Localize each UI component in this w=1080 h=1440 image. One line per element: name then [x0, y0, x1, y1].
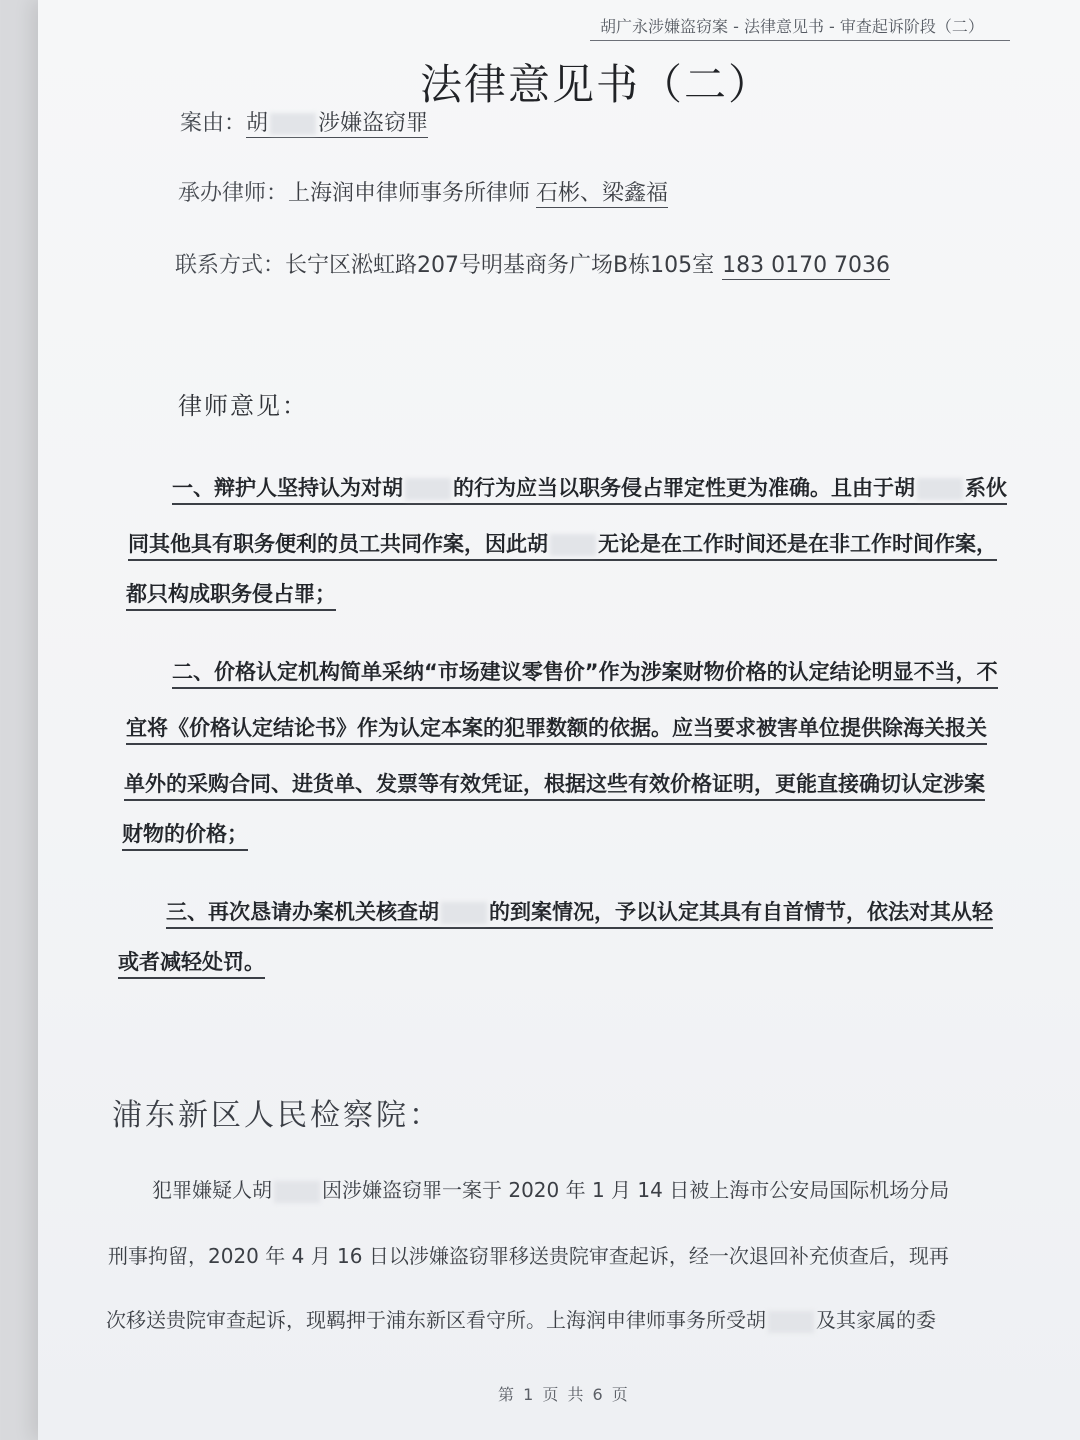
opinion-3-line-1 [166, 896, 993, 926]
opinion-1-text-a: 一、辩护人坚持认为对胡 [172, 476, 403, 500]
letter-text-a: 犯罪嫌疑人胡 [152, 1178, 272, 1202]
case-label: 案由： [180, 111, 247, 136]
letter-text-b: 因涉嫌盗窃罪一案于 2020 年 1 月 14 日被上海市公安局国际机场分局 [322, 1178, 950, 1202]
lawyer-line [178, 176, 668, 207]
document-title: 法律意见书（二） [420, 60, 773, 109]
opinion-2-line-2 [126, 712, 987, 742]
contact-line [175, 248, 890, 279]
opinion-1-text-f: 都只构成职务侵占罪； [126, 582, 336, 611]
recipient-heading: 浦东新区人民检察院： [112, 1098, 442, 1133]
opinion-2-line-1 [172, 656, 998, 686]
case-line [180, 106, 428, 137]
case-name [246, 111, 428, 138]
opinion-2-text-d: 财物的价格； [122, 822, 248, 851]
redacted-name [550, 534, 596, 556]
letter-text-d: 次移送贵院审查起诉，现羁押于浦东新区看守所。上海润申律师事务所受胡 [106, 1308, 766, 1332]
redacted-name [270, 113, 316, 135]
opinion-1-text-b: 的行为应当以职务侵占罪定性更为准确。且由于胡 [453, 476, 915, 500]
redacted-name [441, 902, 487, 924]
opinion-2-text-a: 二、价格认定机构简单采纳“市场建议零售价”作为涉案财物价格的认定结论明显不当，不 [172, 660, 998, 689]
opinion-1-text-c: 系伙 [965, 476, 1007, 500]
redacted-name [917, 478, 963, 500]
header-divider [590, 40, 1010, 41]
letter-line-2 [108, 1240, 949, 1269]
opinion-1-text-e: 无论是在工作时间还是在非工作时间作案， [598, 532, 997, 556]
opinion-3-line-2 [118, 946, 265, 976]
opinion-2-line-4 [122, 818, 248, 848]
opinion-3-text-c: 或者减轻处罚。 [118, 950, 265, 979]
contact-address: 长宁区淞虹路207号明基商务广场B栋105室 [285, 253, 715, 278]
letter-line-3 [106, 1304, 936, 1333]
case-name-prefix: 胡 [246, 111, 269, 136]
lawyer-firm: 上海润申律师事务所律师 [288, 181, 531, 206]
opinion-1-text-d: 同其他具有职务便利的员工共同作案，因此胡 [128, 532, 548, 556]
opinion-3-text-b: 的到案情况，予以认定其具有自首情节，依法对其从轻 [489, 900, 993, 924]
running-header: 胡广永涉嫌盗窃案 - 法律意见书 - 审查起诉阶段（二） [600, 17, 984, 36]
opinion-2-text-c: 单外的采购合同、进货单、发票等有效凭证，根据这些有效价格证明，更能直接确切认定涉案 [124, 772, 985, 801]
letter-text-e: 及其家属的委 [816, 1308, 936, 1332]
case-name-suffix: 涉嫌盗窃罪 [318, 111, 429, 136]
opinion-2-text-b: 宜将《价格认定结论书》作为认定本案的犯罪数额的依据。应当要求被害单位提供除海关报关 [126, 716, 987, 745]
opinion-heading: 律师意见： [178, 392, 308, 420]
lawyer-names: 石彬、梁鑫福 [536, 181, 669, 206]
letter-line-1 [152, 1174, 949, 1203]
letter-text-c: 刑事拘留，2020 年 4 月 16 日以涉嫌盗窃罪移送贵院审查起诉，经一次退回补充侦查后，现再 [108, 1244, 949, 1268]
redacted-name [405, 478, 451, 500]
opinion-1-line-2 [128, 528, 997, 558]
redacted-name [768, 1311, 814, 1333]
page-number: 第 1 页 共 6 页 [498, 1385, 630, 1404]
redacted-name [274, 1181, 320, 1203]
contact-phone: 183 0170 7036 [722, 253, 891, 278]
lawyer-label: 承办律师： [178, 181, 289, 206]
contact-label: 联系方式： [175, 253, 286, 278]
opinion-1-line-1 [172, 472, 1007, 502]
opinion-2-line-3 [124, 768, 985, 798]
opinion-3-text-a: 三、再次恳请办案机关核查胡 [166, 900, 439, 924]
opinion-1-line-3 [126, 578, 336, 608]
